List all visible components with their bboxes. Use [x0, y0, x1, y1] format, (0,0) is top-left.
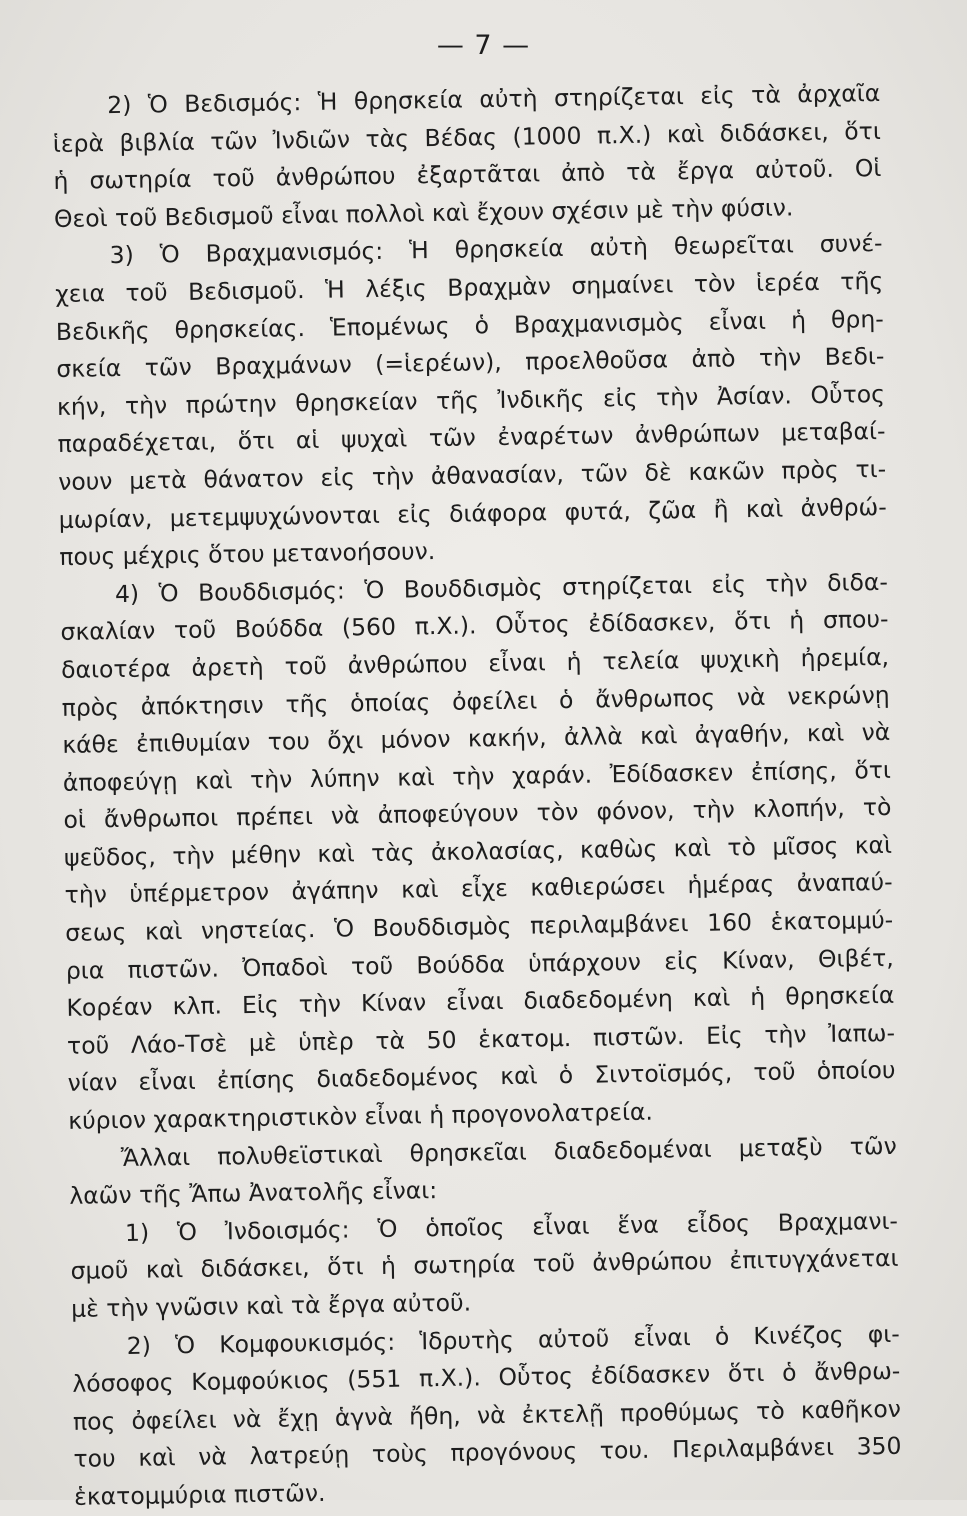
- text-line: σμοῦ καὶ διδάσκει, ὅτι ἡ σωτηρία τοῦ ἀνθρώπου ἐπιτυγχάνεται: [70, 1244, 899, 1286]
- text-line: παραδέχεται, ὅτι αἱ ψυχαὶ τῶν ἐναρέτων ἀνθρώπων μεταβαί-: [57, 417, 886, 459]
- text-line: ρια πιστῶν. Ὀπαδοὶ τοῦ Βούδδα ὑπάρχουν εἰς Κίναν, Θιβέτ,: [65, 943, 894, 985]
- text-line: Θεοὶ τοῦ Βεδισμοῦ εἶναι πολλοὶ καὶ ἔχουν σχέσιν μὲ τὴν φύσιν.: [53, 193, 794, 233]
- text-line: νίαν εἶναι ἐπίσης διαδεδομένος καὶ ὁ Σιντοϊσμός, τοῦ ὁποίου: [67, 1056, 896, 1098]
- text-line: τοῦ Λάο-Τσὲ μὲ ὑπὲρ τὰ 50 ἑκατομ. πιστῶν. Εἰς τὴν Ἰαπω-: [66, 1018, 896, 1060]
- text-line: ἱερὰ βιβλία τῶν Ἰνδιῶν τὰς Βέδας (1000 π.Χ.) καὶ διδάσκει, ὅτι: [52, 116, 881, 158]
- text-line: οἱ ἄνθρωποι πρέπει νὰ ἀποφεύγουν τὸν φόνον, τὴν κλοπήν, τὸ: [63, 793, 892, 835]
- text-line: 2) Ὁ Κομφουκισμός: Ἱδρυτὴς αὐτοῦ εἶναι ὁ Κινέζος φι-: [126, 1319, 900, 1360]
- text-line: Ἄλλαι πολυθεϊστικαὶ θρησκεῖαι διαδεδομέναι μεταξὺ τῶν: [120, 1131, 897, 1172]
- text-line: ἑκατομμύρια πιστῶν.: [73, 1478, 326, 1511]
- text-line: πρὸς ἀπόκτησιν τῆς ὁποίας ὀφείλει ὁ ἄνθρωπος νὰ νεκρώνῃ: [61, 680, 890, 722]
- text-line: ψεῦδος, τὴν μέθην καὶ τὰς ἀκολασίας, καθὼς καὶ τὸ μῖσος καὶ: [63, 830, 893, 872]
- text-line: πος ὀφείλει νὰ ἔχῃ ἁγνὰ ἤθη, νὰ ἐκτελῇ προθύμως τὸ καθῆκον: [72, 1394, 902, 1436]
- text-line: του καὶ νὰ λατρεύῃ τοὺς προγόνους του. Περιλαμβάνει 350: [73, 1432, 902, 1474]
- body-text: [52, 75, 902, 1516]
- page-number: — 7 —: [436, 30, 531, 61]
- text-line: Βεδικῆς θρησκείας. Ἑπομένως ὁ Βραχμανισμὸς εἶναι ἡ θρη-: [55, 304, 884, 346]
- text-line: Κορέαν κλπ. Εἰς τὴν Κίναν εἶναι διαδεδομένη καὶ ἡ θρησκεία: [66, 981, 895, 1023]
- text-line: ἀποφεύγῃ καὶ τὴν λύπην καὶ τὴν χαράν. Ἐδίδασκεν ἐπίσης, ὅτι: [62, 755, 892, 797]
- text-line: 3) Ὁ Βραχμανισμός: Ἡ θρησκεία αὐτὴ θεωρεῖται συνέ-: [109, 229, 883, 270]
- text-line: λαῶν τῆς Ἄπω Ἀνατολῆς εἶναι:: [69, 1176, 438, 1211]
- text-line: κήν, τὴν πρώτην θρησκείαν τῆς Ἰνδικῆς εἰς τὴν Ἀσίαν. Οὗτος: [56, 379, 886, 421]
- text-line: μὲ τὴν γνῶσιν καὶ τὰ ἔργα αὐτοῦ.: [70, 1288, 472, 1323]
- text-line: λόσοφος Κομφούκιος (551 π.Χ.). Οὗτος ἐδίδασκεν ὅτι ὁ ἄνθρω-: [72, 1357, 901, 1399]
- text-line: σκεία τῶν Βραχμάνων (=ἱερέων), προελθοῦσα ἀπὸ τὴν Βεδι-: [56, 342, 885, 384]
- text-line: πους μέχρις ὅτου μετανοήσουν.: [59, 537, 436, 572]
- text-line: μωρίαν, μετεμψυχώνονται εἰς διάφορα φυτά, ζῶα ἢ καὶ ἀνθρώ-: [58, 492, 887, 534]
- text-line: σεως καὶ νηστείας. Ὁ Βουδδισμὸς περιλαμβάνει 160 ἑκατομμύ-: [65, 905, 894, 947]
- text-line: κάθε ἐπιθυμίαν του ὄχι μόνον κακήν, ἀλλὰ καὶ ἀγαθήν, καὶ νὰ: [62, 718, 891, 760]
- text-line: νουν μετὰ θάνατον εἰς τὴν ἀθανασίαν, τῶν δὲ κακῶν πρὸς τι-: [57, 454, 887, 496]
- text-line: κύριον χαρακτηριστικὸν εἶναι ἡ προγονολατρεία.: [68, 1097, 654, 1135]
- text-line: χεια τοῦ Βεδισμοῦ. Ἡ λέξις Βραχμὰν σημαίνει τὸν ἱερέα τῆς: [55, 266, 884, 308]
- text-line: 2) Ὁ Βεδισμός: Ἡ θρησκεία αὐτὴ στηρίζεται εἰς τὰ ἀρχαῖα: [107, 78, 881, 120]
- text-line: τὴν ὑπέρμετρον ἀγάπην καὶ εἶχε καθιερώσει ἡμέρας ἀναπαύ-: [64, 868, 893, 910]
- text-line: δαιοτέρα ἀρετὴ τοῦ ἀνθρώπου εἶναι ἡ τελεία ψυχικὴ ἠρεμία,: [60, 642, 890, 684]
- text-line: 4) Ὁ Βουδδισμός: Ὁ Βουδδισμὸς στηρίζεται εἰς τὴν διδα-: [114, 567, 889, 608]
- text-line: σκαλίαν τοῦ Βούδδα (560 π.Χ.). Οὗτος ἐδίδασκεν, ὅτι ἡ σπου-: [60, 605, 889, 647]
- text-line: ἡ σωτηρία τοῦ ἀνθρώπου ἐξαρτᾶται ἀπὸ τὰ ἔργα αὐτοῦ. Οἱ: [53, 154, 882, 196]
- text-line: 1) Ὁ Ἰνδοισμός: Ὁ ὁποῖος εἶναι ἕνα εἶδος Βραχμανι-: [124, 1206, 899, 1247]
